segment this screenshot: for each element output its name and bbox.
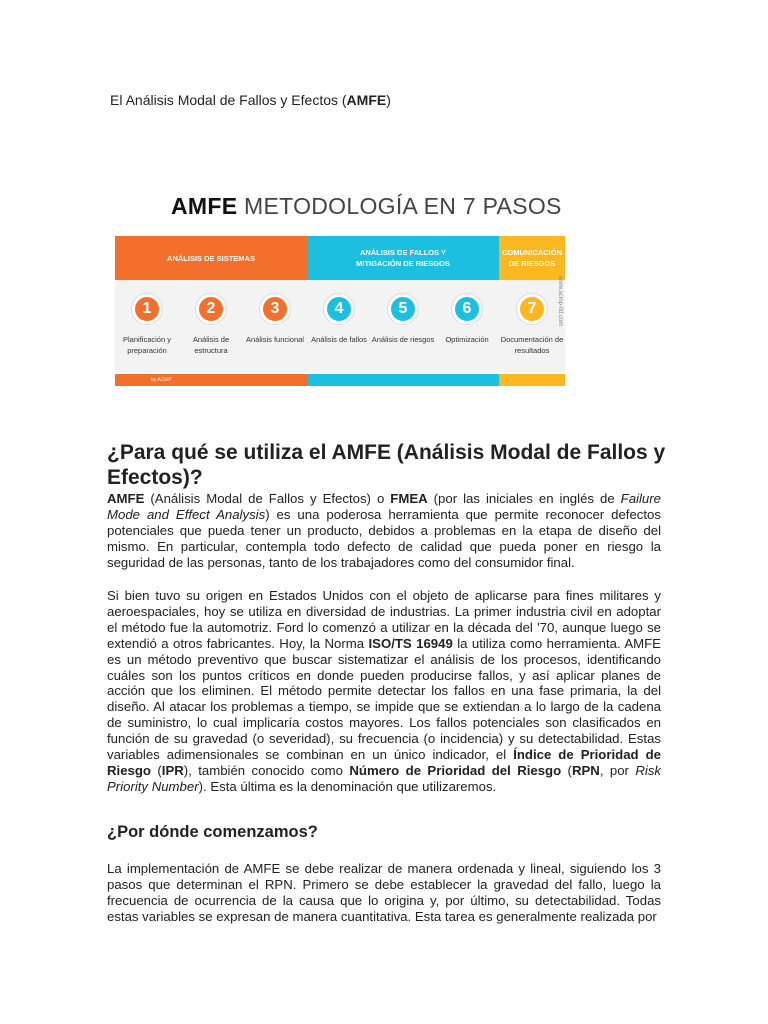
band-analisis-sistemas xyxy=(115,236,307,280)
p2-text: la utiliza como herramienta. AMFE es un método preventivo que buscar sistematizar el análisis de los procesos, identificando cuáles son los puntos críticos en donde pueden producirse fallos, y así aplicar planes de acción que los eliminen. El método permite detectar los fallos en una fase primaria, la del diseño. Al atacar los problemas a tiempo, se impide que se extiendan a lo largo de la cadena de suministro, lo cual implicaría costos mayores. Los fallos potenciales son clasificados en función de su gravedad (o severidad), su frecuencia (o incidencia) y su detectabilidad. Estas variables adimensionales se combinan en un único indicador, el xyxy=(107,635,661,763)
step-4-circle: 4 xyxy=(324,294,354,324)
p1-text: ) es una poderosa herramienta que permite reconocer defectos potenciales que pueda tener un producto, debidos a problemas en la etapa de diseño del mismo. En particular, contempla todo defecto de calidad que pueda poner en riesgo la seguridad de las personas, tanto de los trabajadores como del consumidor final. xyxy=(107,506,661,570)
step-6-label: Optimización xyxy=(445,335,489,344)
band-comunicacion xyxy=(499,236,565,280)
footer-bar-yellow xyxy=(499,374,565,386)
step-3-label: Análisis funcional xyxy=(246,335,304,344)
p2-text: ), también conocido como xyxy=(183,762,350,778)
infographic-title xyxy=(171,193,562,220)
p2-text: ( xyxy=(150,762,162,778)
footer-bar-cyan xyxy=(307,374,499,386)
p2-italic: Risk Priority Number xyxy=(107,762,662,794)
band-analisis-fallos xyxy=(307,236,499,280)
step-1-circle: 1 xyxy=(132,294,162,324)
step-7 xyxy=(499,280,565,372)
step-5 xyxy=(371,280,435,372)
step-4 xyxy=(307,280,371,372)
step-5-circle: 5 xyxy=(388,294,418,324)
band-label: COMUNICACIÓN DE RIESGOS xyxy=(502,248,562,268)
section-heading-por-donde: ¿Por dónde comenzamos? xyxy=(107,823,318,841)
section-heading-para-que: ¿Para qué se utiliza el AMFE (Análisis Modal de Fallos y Efectos)? xyxy=(107,441,666,489)
infographic-credit: by ACMP xyxy=(151,377,172,383)
p1-bold-fmea: FMEA xyxy=(390,491,428,506)
amfe-infographic xyxy=(115,180,565,388)
p1-text: (Análisis Modal de Fallos y Efectos) o xyxy=(144,491,391,506)
p1-bold-amfe: AMFE xyxy=(107,491,145,506)
step-2-circle: 2 xyxy=(196,294,226,324)
paragraph-2 xyxy=(107,588,661,795)
p1-text: (por las iniciales en inglés de xyxy=(427,491,621,506)
step-1 xyxy=(115,280,179,372)
intro-line xyxy=(110,92,391,108)
band-label: ANÁLISIS DE FALLOS Y MITIGACIÓN DE RIESGOS xyxy=(356,248,450,268)
step-3 xyxy=(243,280,307,372)
intro-text: El Análisis Modal de Fallos y Efectos ( xyxy=(110,92,347,108)
step-4-label: Análisis de fallos xyxy=(311,335,367,344)
step-2-label: Análisis de estructura xyxy=(192,335,230,355)
footer-bar-orange xyxy=(115,374,307,386)
p2-text: , por xyxy=(599,762,636,778)
intro-bold: AMFE xyxy=(346,92,387,108)
infographic-title-rest: METODOLOGÍA EN 7 PASOS xyxy=(237,193,562,219)
p2-bold-ipr: IPR xyxy=(161,762,184,778)
step-6-circle: 6 xyxy=(452,294,482,324)
step-3-circle: 3 xyxy=(260,294,290,324)
step-7-circle: 7 xyxy=(517,294,547,324)
step-6 xyxy=(435,280,499,372)
paragraph-1 xyxy=(107,491,661,571)
step-7-label: Documentación de resultados xyxy=(500,335,564,355)
p2-bold-iso: ISO/TS 16949 xyxy=(368,635,453,651)
step-1-label: Planificación y preparación xyxy=(123,335,171,355)
p2-text: Si bien tuvo su origen en Estados Unidos con el objeto de aplicarse para fines militares y aeroespaciales, hoy se utiliza en diversidad de industrias. La primer industria civil en adoptar el método fue la automotriz. Ford lo comenzó a utilizar en la década del '70, aunque luego se extendió a otros fabricantes. Hoy, la Norma xyxy=(107,588,661,651)
band-label: ANÁLISIS DE SISTEMAS xyxy=(167,253,255,263)
p2-text: ( xyxy=(561,762,572,778)
p2-bold-rpn-term: Número de Prioridad del Riesgo xyxy=(349,762,562,778)
infographic-url: www.acmp-ltd.com xyxy=(557,276,563,327)
p2-bold-rpn: RPN xyxy=(571,762,600,778)
step-5-label: Análisis de riesgos xyxy=(371,335,435,344)
p2-text: ). Esta última es la denominación que utilizaremos. xyxy=(198,778,497,794)
infographic-title-bold: AMFE xyxy=(171,193,238,219)
step-2 xyxy=(179,280,243,372)
paragraph-3: La implementación de AMFE se debe realizar de manera ordenada y lineal, siguiendo los 3 pasos que determinan el RPN. Primero se debe establecer la gravedad del fallo, luego la frecuencia de ocurrencia de la causa que lo origina y, por último, su detectabilidad. Todas estas variables se expresan de manera cuantitativa. Esta tarea es generalmente realizada por xyxy=(107,861,661,924)
p2-bold-ipr-term: Índice de Prioridad de Riesgo xyxy=(107,747,661,778)
p1-italic: Failure Mode and Effect Analysis xyxy=(107,491,661,522)
intro-text-end: ) xyxy=(386,92,391,108)
